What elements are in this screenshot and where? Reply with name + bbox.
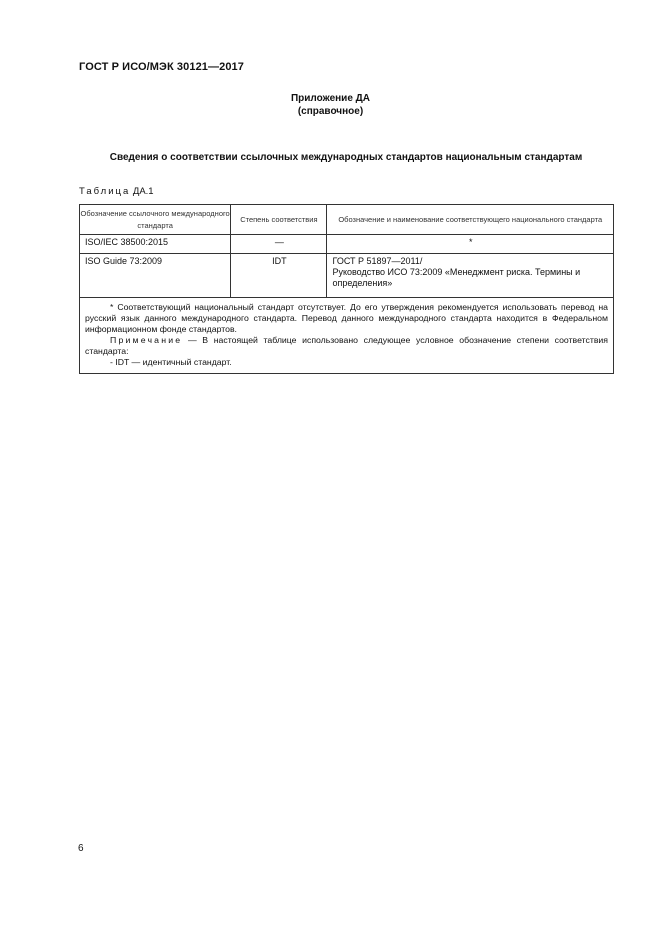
page-number: 6 [78, 843, 84, 854]
cell-national-standard [327, 254, 614, 298]
table-caption-number: ДА.1 [132, 186, 154, 197]
appendix-title: Приложение ДА [290, 93, 371, 104]
section-title: Сведения о соответствии ссылочных международных стандартов национальным стандартам [109, 152, 583, 163]
note-label: Примечание [110, 335, 183, 345]
table-row [80, 235, 614, 254]
appendix-subtitle: (справочное) [297, 106, 364, 117]
header-international-standard: Обозначение ссылочного международного стандарта [80, 205, 231, 235]
table-note [85, 335, 608, 357]
asterisk-footnote: * Соответствующий национальный стандарт отсутствует. До его утверждения рекомендуется использовать перевод на русский язык данного международного стандарта. Перевод данного международного стандарта находится в Федеральном информационном фонде стандартов. [85, 302, 608, 334]
national-standard-code: ГОСТ Р 51897—2011/ [332, 256, 423, 266]
document-code-header: ГОСТ Р ИСО/МЭК 30121—2017 [79, 61, 244, 73]
table-footnote-row [80, 298, 614, 374]
cell-national-standard: * [327, 235, 614, 254]
cell-degree: — [231, 235, 327, 254]
cell-international-standard: ISO Guide 73:2009 [80, 254, 231, 298]
appendix-heading [0, 92, 661, 118]
correspondence-table [79, 204, 614, 374]
table-footnote [80, 298, 614, 374]
header-degree-of-correspondence: Степень соответствия [231, 205, 327, 235]
legend-item: - IDT — идентичный стандарт. [110, 357, 232, 367]
header-national-standard: Обозначение и наименование соответствующего национального стандарта [327, 205, 614, 235]
note-text: — В настоящей таблице использовано следующее условное обозначение степени соответствия стандарта: [85, 335, 608, 356]
table-header-row [80, 205, 614, 235]
cell-international-standard: ISO/IEC 38500:2015 [80, 235, 231, 254]
national-standard-title: Руководство ИСО 73:2009 «Менеджмент риска. Термины и определения» [332, 267, 581, 288]
table-caption [79, 186, 154, 197]
cell-degree: IDT [231, 254, 327, 298]
table-caption-word: Таблица [79, 186, 131, 197]
table-row [80, 254, 614, 298]
